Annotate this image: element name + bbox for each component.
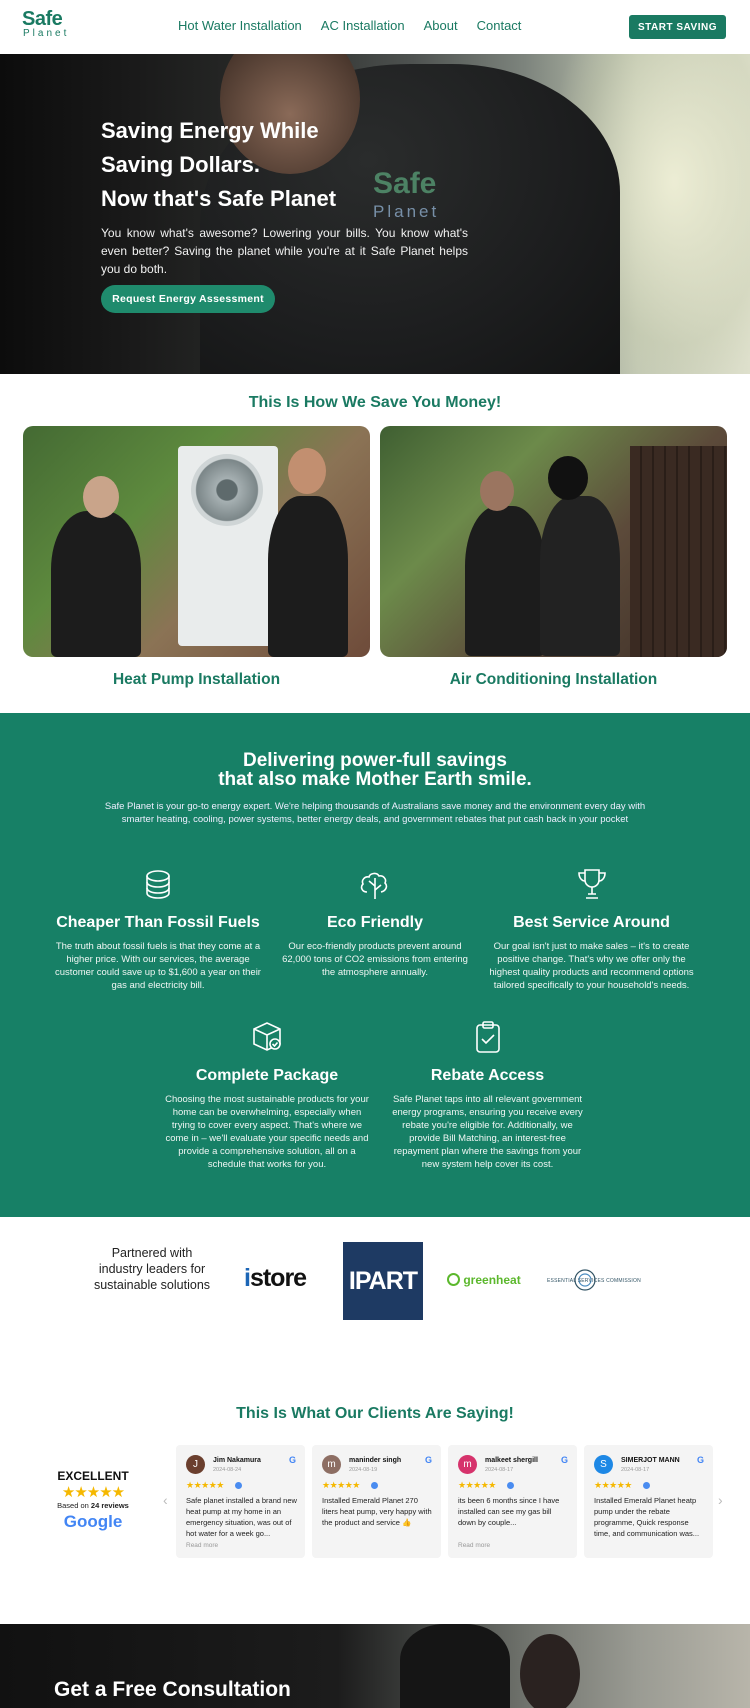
partners-text: Partnered with industry leaders for sustainable solutions bbox=[93, 1246, 211, 1292]
feature-package bbox=[160, 1019, 374, 1171]
reviewer-name: malkeet shergill bbox=[485, 1457, 538, 1464]
nav-link-hot-water[interactable]: Hot Water Installation bbox=[178, 18, 302, 33]
top-navbar bbox=[0, 0, 750, 54]
hero-title-line: Saving Dollars. bbox=[101, 152, 260, 177]
coins-icon bbox=[140, 866, 176, 902]
feature-text: Choosing the most sustainable products for your home can be overwhelming, especially when trying to cover every aspect. That's where we come in – we'll evaluate your specific needs and provide a comprehensive solution, all on a schedule that works for you. bbox=[165, 1094, 369, 1170]
review-text: Installed Emerald Planet 270 liters heat pump, very happy with the product and service 👍 bbox=[322, 1496, 432, 1527]
feature-title: Eco Friendly bbox=[326, 914, 424, 931]
reviews-summary bbox=[50, 1469, 136, 1532]
google-icon: G bbox=[424, 1455, 432, 1465]
consultation-customer-image bbox=[520, 1634, 580, 1708]
feature-text: The truth about fossil fuels is that they come at a higher price. With our services, the average customer could save up to $1,600 a year on their gas and electricity bill. bbox=[55, 941, 261, 991]
heat-pump-fan bbox=[191, 454, 263, 526]
consultation-technician-image bbox=[400, 1624, 510, 1708]
reviewer-name: SIMERJOT MANN bbox=[621, 1457, 680, 1464]
installer-right-face bbox=[288, 448, 326, 494]
feature-title: Cheaper Than Fossil Fuels bbox=[56, 914, 260, 931]
review-date: 2024-08-19 bbox=[349, 1467, 378, 1473]
installer-right bbox=[268, 496, 348, 657]
start-saving-button[interactable]: START SAVING bbox=[629, 15, 726, 39]
benefits-title bbox=[0, 751, 750, 789]
nav-link-ac-installation[interactable]: AC Installation bbox=[320, 18, 405, 33]
reviewer-avatar: m bbox=[458, 1455, 477, 1474]
installer-left-face bbox=[83, 476, 119, 518]
feature-service bbox=[489, 866, 694, 992]
technician-right bbox=[540, 496, 620, 656]
review-card bbox=[448, 1445, 577, 1558]
read-more-link[interactable]: Read more bbox=[458, 1542, 491, 1549]
verified-icon bbox=[371, 1482, 378, 1489]
review-card bbox=[584, 1445, 713, 1558]
review-card bbox=[176, 1445, 305, 1558]
feature-text: Our eco-friendly products prevent around 62,000 tons of CO2 emissions from entering the atmosphere annually. bbox=[282, 941, 468, 978]
hero-description: You know what's awesome? Lowering your bills. You know what's even better? Saving the planet while you're at it Safe Planet helps you do both. bbox=[101, 226, 468, 276]
logo-subtext: Planet bbox=[23, 28, 70, 39]
request-assessment-button[interactable]: Request Energy Assessment bbox=[101, 285, 275, 313]
review-text: Safe planet installed a brand new heat pump at my home in an emergency situation, was out of hot water for a week go... bbox=[186, 1496, 297, 1538]
feature-rebate bbox=[386, 1019, 589, 1171]
hero-title bbox=[101, 114, 401, 216]
essential-services-logo[interactable] bbox=[547, 1268, 641, 1292]
google-icon: G bbox=[560, 1455, 568, 1465]
review-count-prefix: Based on bbox=[57, 1501, 91, 1510]
hero-shirt-logo-main: Safe bbox=[373, 167, 437, 200]
heat-pump-card-title[interactable]: Heat Pump Installation bbox=[112, 671, 281, 688]
clipboard-check-icon bbox=[470, 1019, 506, 1055]
verified-icon bbox=[235, 1482, 242, 1489]
feature-text: Safe Planet taps into all relevant government energy programs, ensuring you receive every rebate you're eligible for. Additionally, we provide Bill Matching, an interest-free repayment plan where the savings from your new system help cover its cost. bbox=[392, 1094, 583, 1170]
review-stars: ★★★★★ bbox=[594, 1480, 632, 1490]
reviewer-avatar: J bbox=[186, 1455, 205, 1474]
reviews-prev-arrow[interactable]: ‹ bbox=[163, 1492, 168, 1508]
reviews-heading: This Is What Our Clients Are Saying! bbox=[236, 1405, 514, 1422]
technician-left-face bbox=[480, 471, 514, 511]
package-icon bbox=[249, 1019, 285, 1055]
reviews-next-arrow[interactable]: › bbox=[718, 1492, 723, 1508]
consultation-title: Get a Free Consultation bbox=[54, 1678, 291, 1701]
review-date: 2024-08-24 bbox=[213, 1467, 242, 1473]
rating-stars: ★★★★★ bbox=[61, 1484, 125, 1501]
review-text: Installed Emerald Planet heatp pump under the rebate programme, Quick response time, and communication was... bbox=[594, 1496, 700, 1538]
reviewer-name: Jim Nakamura bbox=[213, 1457, 261, 1464]
review-stars: ★★★★★ bbox=[186, 1480, 224, 1490]
google-icon: G bbox=[288, 1455, 296, 1465]
hero-shirt-logo-sub: Planet bbox=[373, 202, 440, 221]
reviewer-avatar: S bbox=[594, 1455, 613, 1474]
hero-title-line: Now that's Safe Planet bbox=[101, 186, 337, 211]
review-count-value: 24 reviews bbox=[90, 1501, 129, 1510]
verified-icon bbox=[507, 1482, 514, 1489]
logo-text: Safe bbox=[22, 8, 63, 30]
safe-planet-logo[interactable] bbox=[22, 9, 92, 45]
benefits-title-line: that also make Mother Earth smile. bbox=[218, 769, 532, 790]
ac-card-title[interactable]: Air Conditioning Installation bbox=[449, 671, 658, 688]
ipart-logo[interactable]: IPART bbox=[343, 1242, 423, 1320]
review-card bbox=[312, 1445, 441, 1558]
ess-logo-text: ESSENTIAL SERVICES COMMISSION bbox=[547, 1278, 641, 1284]
trophy-icon bbox=[574, 866, 610, 902]
installer-left bbox=[51, 511, 141, 657]
hero-title-line: Saving Energy While bbox=[101, 118, 319, 143]
services-heading: This Is How We Save You Money! bbox=[248, 394, 502, 411]
nav-link-contact[interactable]: Contact bbox=[476, 18, 522, 33]
reviewer-avatar: m bbox=[322, 1455, 341, 1474]
rating-label: EXCELLENT bbox=[57, 1469, 129, 1483]
tree-icon bbox=[357, 866, 393, 902]
ac-installation-card-image[interactable] bbox=[380, 426, 727, 657]
verified-icon bbox=[643, 1482, 650, 1489]
feature-title: Best Service Around bbox=[513, 914, 670, 931]
google-logo: Google bbox=[63, 1512, 123, 1531]
review-date: 2024-08-17 bbox=[485, 1467, 514, 1473]
feature-text: Our goal isn't just to make sales – it's to create positive change. That's why we offer only the highest quality products and recommend options tailored specifically to your household's needs. bbox=[489, 941, 694, 991]
greenheat-logo[interactable] bbox=[447, 1273, 521, 1287]
read-more-link[interactable]: Read more bbox=[186, 1542, 219, 1549]
technician-right-turban bbox=[548, 456, 588, 500]
review-stars: ★★★★★ bbox=[458, 1480, 496, 1490]
istore-logo[interactable] bbox=[244, 1264, 306, 1293]
greenheat-logo-mark bbox=[447, 1273, 460, 1286]
heat-pump-card-image[interactable] bbox=[23, 426, 370, 657]
feature-cheaper bbox=[53, 866, 263, 992]
feature-title: Complete Package bbox=[195, 1067, 339, 1084]
greenheat-logo-text: greenheat bbox=[463, 1273, 521, 1287]
istore-logo-i: i bbox=[244, 1264, 250, 1292]
review-date: 2024-08-17 bbox=[621, 1467, 650, 1473]
wooden-fence bbox=[630, 446, 727, 657]
google-icon: G bbox=[696, 1455, 704, 1465]
technician-left bbox=[465, 506, 545, 656]
review-text: its been 6 months since I have installed can see my gas bill down by couple... bbox=[458, 1496, 560, 1527]
review-stars: ★★★★★ bbox=[322, 1480, 360, 1490]
reviewer-name: maninder singh bbox=[349, 1457, 402, 1464]
feature-title: Rebate Access bbox=[430, 1067, 545, 1084]
istore-logo-text: store bbox=[249, 1264, 307, 1292]
benefits-intro: Safe Planet is your go-to energy expert. We're helping thousands of Australians save money and the environment every day with smarter heating, cooling, power systems, better energy deals, and government rebates that put cash back in your pocket bbox=[104, 801, 646, 825]
feature-eco bbox=[278, 866, 472, 979]
benefits-title-line: Delivering power-full savings bbox=[243, 750, 507, 771]
review-count bbox=[50, 1501, 136, 1510]
nav-link-about[interactable]: About bbox=[423, 18, 458, 33]
